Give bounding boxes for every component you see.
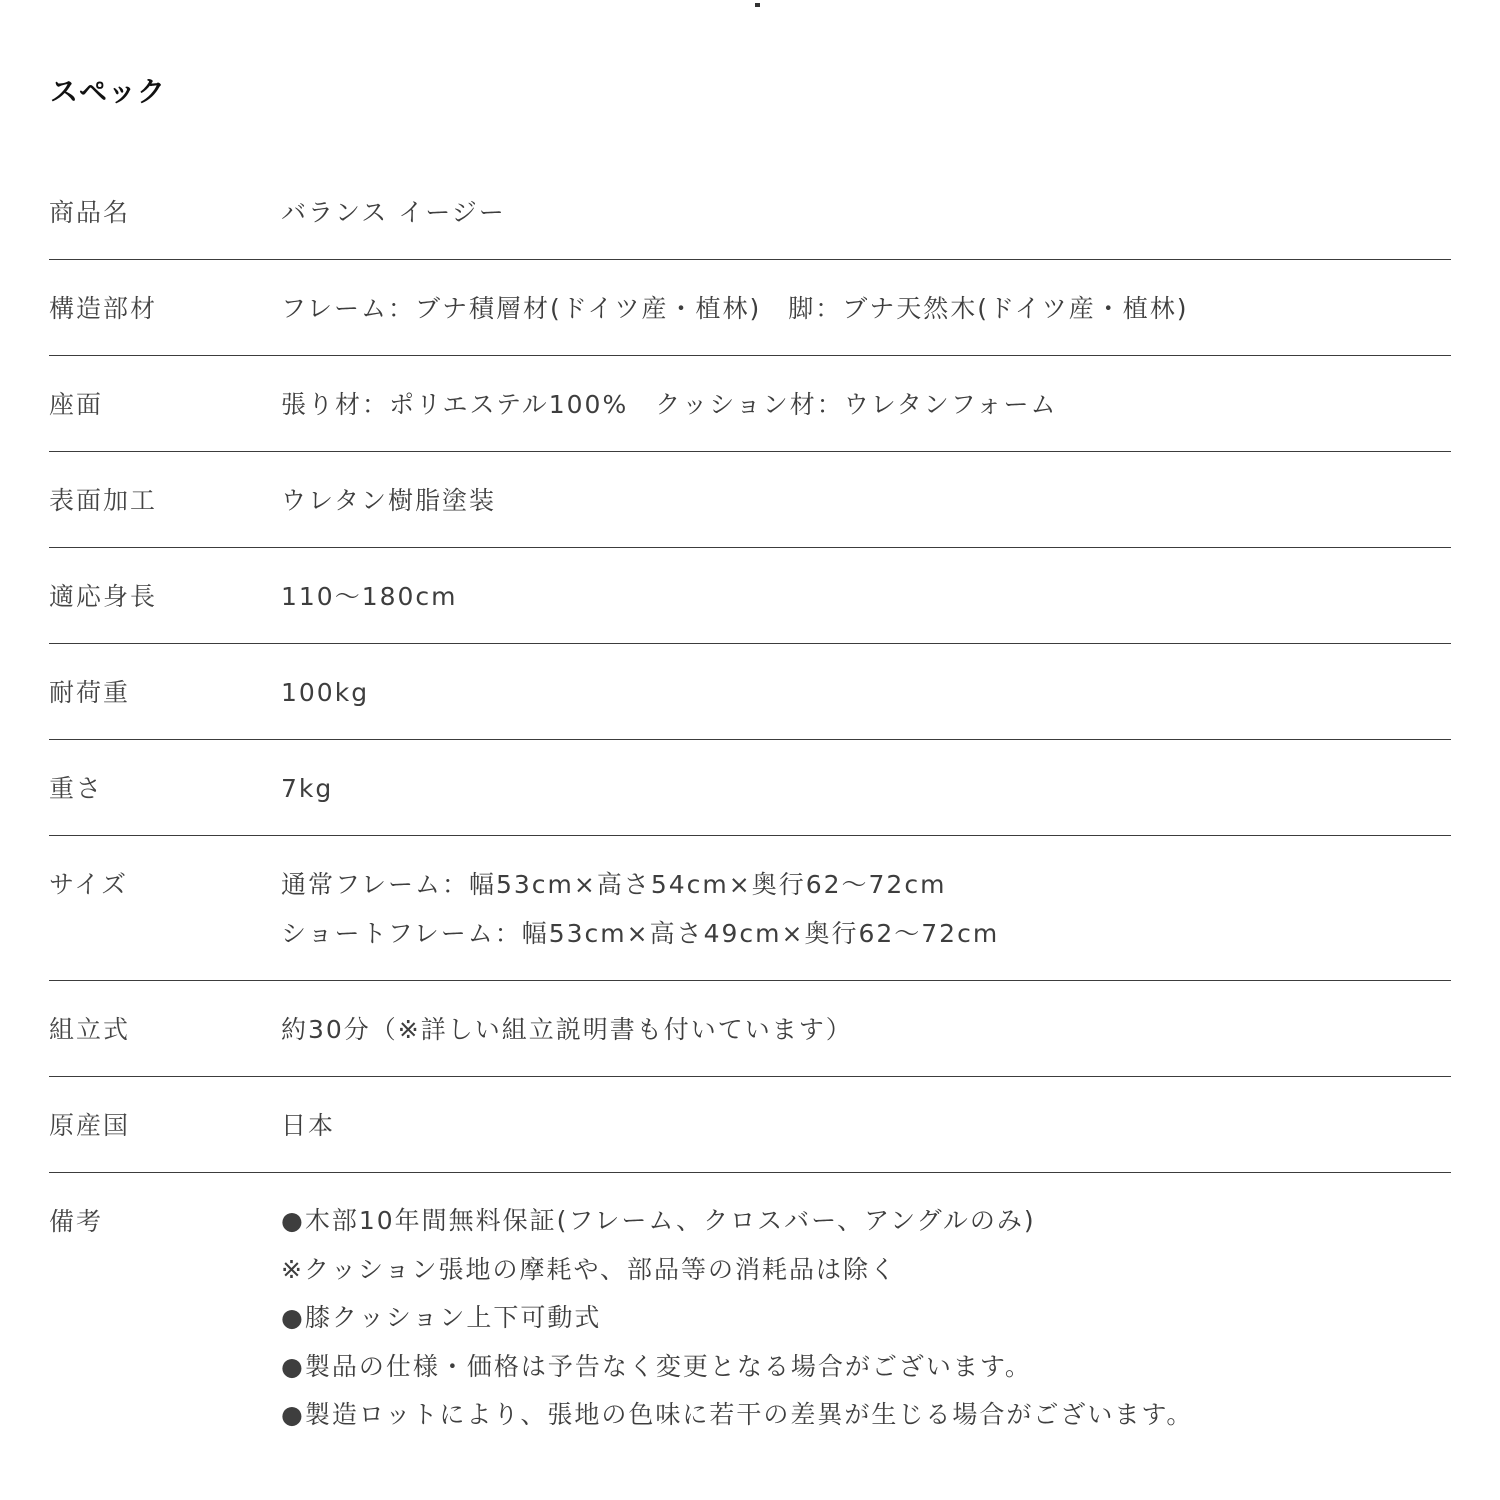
spec-row-surface-finish: [49, 452, 1451, 548]
size-line-short: ショートフレーム：幅53cm×高さ49cm×奥行62〜72cm: [281, 919, 1000, 948]
note-line: ●製造ロットにより、張地の色味に若干の差異が生じる場合がございます。: [281, 1400, 1194, 1429]
spec-value: フレーム：ブナ積層材(ドイツ産・植林) 脚：ブナ天然木(ドイツ産・植林): [281, 294, 1189, 323]
note-line: ●木部10年間無料保証(フレーム、クロスバー、アングルのみ): [281, 1206, 1036, 1235]
spec-label: 構造部材: [49, 294, 158, 323]
spec-row-notes: [49, 1173, 1451, 1440]
spec-value-notes: [281, 1197, 1451, 1440]
spec-row-assembly: [49, 981, 1451, 1077]
spec-label: サイズ: [49, 870, 129, 899]
spec-value: ウレタン樹脂塗装: [281, 486, 497, 515]
spec-row-structure: [49, 260, 1451, 356]
spec-label: 座面: [49, 390, 104, 419]
spec-value: バランス イージー: [281, 198, 506, 227]
spec-value: 日本: [281, 1111, 336, 1140]
spec-label: 原産国: [49, 1111, 131, 1140]
spec-table: [49, 164, 1451, 1440]
spec-row-size: [49, 836, 1451, 981]
spec-heading: スペック: [50, 75, 167, 108]
spec-value: 110〜180cm: [281, 582, 458, 611]
spec-value: [281, 868, 1451, 980]
spec-row-height-range: [49, 548, 1451, 644]
note-line: ●膝クッション上下可動式: [281, 1303, 602, 1332]
bottom-blank-area: [0, 1432, 1500, 1500]
spec-label: 組立式: [49, 1015, 131, 1044]
spec-row-product-name: [49, 164, 1451, 260]
spec-label: 表面加工: [49, 486, 158, 515]
spec-row-seat: [49, 356, 1451, 452]
note-line: ※クッション張地の摩耗や、部品等の消耗品は除く: [281, 1254, 897, 1284]
spec-value: 張り材：ポリエステル100% クッション材：ウレタンフォーム: [281, 390, 1058, 419]
top-edge-mark: [755, 3, 760, 7]
spec-label: 耐荷重: [49, 678, 131, 707]
size-line-standard: 通常フレーム：幅53cm×高さ54cm×奥行62〜72cm: [281, 870, 947, 899]
spec-value: 7kg: [281, 774, 334, 803]
spec-label: 商品名: [49, 198, 131, 227]
spec-row-origin: [49, 1077, 1451, 1173]
spec-label: 備考: [49, 1207, 104, 1236]
spec-label: 適応身長: [49, 582, 158, 611]
spec-value: 100kg: [281, 678, 370, 707]
spec-row-load-capacity: [49, 644, 1451, 740]
spec-value: 約30分（※詳しい組立説明書も付いています）: [281, 1015, 853, 1044]
note-line: ●製品の仕様・価格は予告なく変更となる場合がございます。: [281, 1351, 1032, 1381]
spec-label: 重さ: [49, 774, 104, 803]
spec-row-weight: [49, 740, 1451, 836]
